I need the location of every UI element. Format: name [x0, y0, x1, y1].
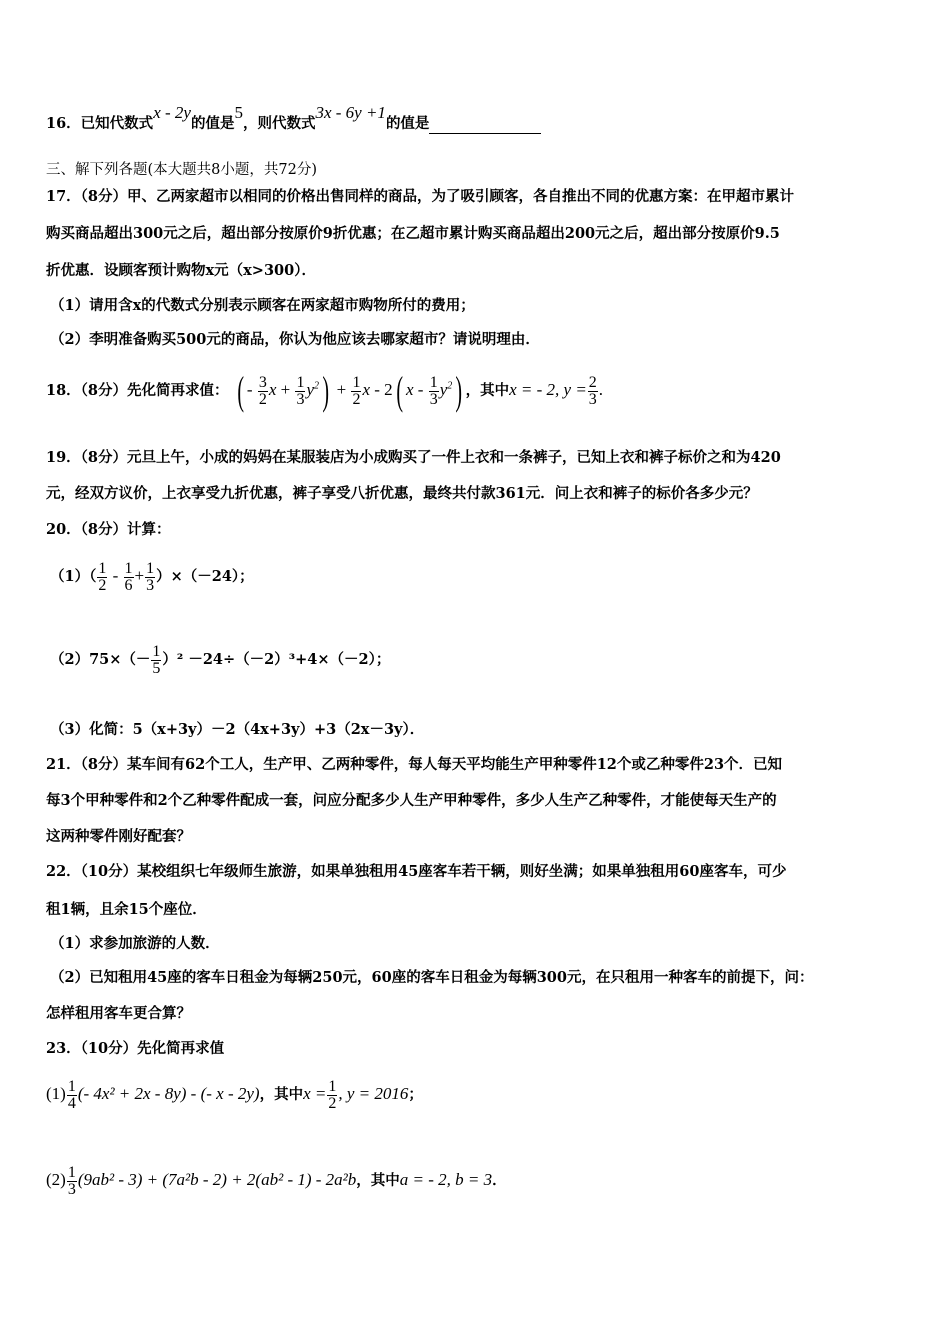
answer-blank: [429, 117, 541, 134]
q22-line1: 22．（10分）某校组织七年级师生旅游，如果单独租用45座客车若干辆，则好坐满；如果单独租用60座客车，可少: [46, 863, 787, 880]
q18-mid: ，其中: [465, 382, 510, 399]
q22-line2: 租1辆，且余15个座位．: [46, 901, 207, 918]
q18-prefix: 18．（8分）先化简再求值：: [46, 382, 229, 399]
q18-cond: x = - 2, y =: [509, 380, 587, 399]
q16-mid1: 的值是: [190, 115, 235, 132]
q16-prefix: 16．已知代数式: [46, 115, 154, 132]
q20-part1: （1）（ $\frac{1}{2}$ - $\frac{1}{6}$ + $\frac{1}{3}$ ）×（－24）；: [50, 559, 254, 594]
q16-expr1: x - 2y: [153, 103, 191, 122]
q23-title: 23．（10分）先化简再求值: [46, 1040, 225, 1057]
q23-part2: (2) $\frac{1}{3}$ (9ab² - 3) + (7a²b - 2) + 2(ab² - 1) - 2a²b，其中a = - 2, b = 3．: [46, 1163, 507, 1198]
frac-1-2: $\frac{1}{2}$: [352, 373, 361, 408]
question-16: [46, 103, 541, 134]
q16-val: 5: [234, 103, 243, 122]
q21-line2: 每3个甲种零件和2个乙种零件配成一套，问应分配多少人生产甲种零件，多少人生产乙种零件，才能使每天生产的: [46, 792, 777, 809]
q23-p2-expr: (9ab² - 3) + (7a²b - 2) + 2(ab² - 1) - 2a²b: [77, 1170, 357, 1189]
q22-sub1: （1）求参加旅游的人数．: [50, 935, 220, 952]
q20-title: 20．（8分）计算：: [46, 521, 171, 538]
q21-line3: 这两种零件刚好配套？: [46, 828, 191, 845]
frac-1-3: $\frac{1}{3}$: [67, 1163, 76, 1198]
q17-sub2: （2）李明准备购买500元的商品，你认为他应该去哪家超市？请说明理由．: [50, 331, 540, 348]
q19-line2: 元，经双方议价，上衣享受九折优惠，裤子享受八折优惠，最终共付款361元．问上衣和裤子的标价各多少元？: [46, 485, 758, 502]
q20-part2: （2）75×（－ $\frac{1}{5}$ ）² －24÷（－2）³+4×（－2）；: [50, 642, 391, 677]
q20-part3: （3）化简：5（x+3y）－2（4x+3y）+3（2x－3y）．: [50, 721, 425, 738]
right-paren-icon: ): [322, 368, 330, 413]
q23-p1-expr: (- 4x² + 2x - 8y) - (- x - 2y): [77, 1084, 260, 1103]
frac-1-3: $\frac{1}{3}$: [146, 559, 155, 594]
frac-1-3: $\frac{1}{3}$: [296, 373, 305, 408]
q23-part1: (1) $\frac{1}{4}$ (- 4x² + 2x - 8y) - (- x - 2y)，其中x = $\frac{1}{2}$ , y = 2016；: [46, 1077, 423, 1112]
left-paren-icon: (: [236, 368, 244, 413]
q19-line1: 19．（8分）元旦上午，小成的妈妈在某服装店为小成购买了一件上衣和一条裤子，已知上衣和裤子标价之和为420: [46, 449, 781, 466]
frac-1-5: $\frac{1}{5}$: [152, 642, 161, 677]
q22-sub2: （2）已知租用45座的客车日租金为每辆250元，60座的客车日租金为每辆300元，在只租用一种客车的前提下，问：: [50, 969, 814, 986]
q22-sub3: 怎样租用客车更合算？: [46, 1005, 191, 1022]
question-18: 18．（8分）先化简再求值： ( - $\frac{3}{2}$ x + $\frac{1}{3}$ $y^2$) + $\frac{1}{2}$ x - 2( x - $\frac{1}{3}$ $y^2$) ，其中x = - 2, y = $\frac{2}{3}$ .: [46, 368, 604, 413]
q16-expr2: 3x - 6y +1: [315, 103, 386, 122]
q17-line1: 17．（8分）甲、乙两家超市以相同的价格出售同样的商品，为了吸引顾客，各自推出不同的优惠方案：在甲超市累计: [46, 188, 795, 205]
q16-mid2: ，则代数式: [242, 115, 316, 132]
frac-3-2: $\frac{3}{2}$: [258, 373, 267, 408]
right-paren-icon: ): [455, 368, 463, 413]
frac-1-2: $\frac{1}{2}$: [98, 559, 107, 594]
left-paren-icon: (: [396, 368, 403, 413]
frac-1-6: $\frac{1}{6}$: [124, 559, 133, 594]
q17-line3: 折优惠．设顾客预计购物x元（x>300）．: [46, 262, 316, 279]
q16-suffix: 的值是: [385, 115, 430, 132]
q17-sub1: （1）请用含x的代数式分别表示顾客在两家超市购物所付的费用；: [50, 297, 475, 314]
frac-1-4: $\frac{1}{4}$: [67, 1077, 76, 1112]
section-3-header: 三、解下列各题(本大题共8小题，共72分): [46, 162, 317, 178]
frac-2-3: $\frac{2}{3}$: [588, 373, 597, 408]
q21-line1: 21．（8分）某车间有62个工人，生产甲、乙两种零件，每人每天平均能生产甲种零件12个或乙种零件23个．已知: [46, 756, 783, 773]
q17-line2: 购买商品超出300元之后，超出部分按原价9折优惠；在乙超市累计购买商品超出200元之后，超出部分按原价9.5: [46, 225, 780, 242]
frac-1-2: $\frac{1}{2}$: [328, 1077, 337, 1112]
frac-1-3b: $\frac{1}{3}$: [429, 373, 438, 408]
